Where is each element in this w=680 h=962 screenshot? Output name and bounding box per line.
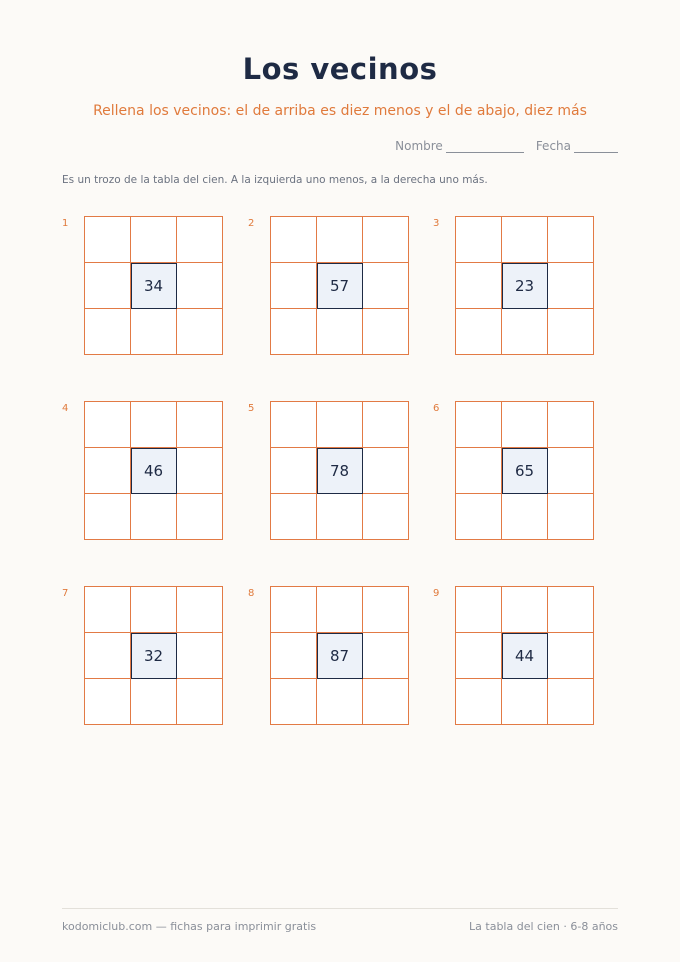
puzzle-number: 8	[248, 588, 255, 599]
center-number-cell: 87	[317, 633, 363, 679]
puzzle-6	[433, 401, 593, 541]
neighbor-grid	[270, 216, 409, 355]
puzzle-9	[433, 586, 593, 726]
answer-cell-right[interactable]	[548, 263, 594, 309]
puzzle-5	[248, 401, 408, 541]
answer-cell-right[interactable]	[548, 448, 594, 494]
puzzle-3	[433, 216, 593, 356]
answer-cell-bottom-right[interactable]	[177, 494, 223, 540]
answer-cell-top[interactable]	[317, 217, 363, 263]
answer-cell-left[interactable]	[85, 448, 131, 494]
center-number-cell: 65	[502, 448, 548, 494]
answer-cell-right[interactable]	[363, 263, 409, 309]
answer-cell-top-left[interactable]	[271, 217, 317, 263]
neighbor-grid	[84, 586, 223, 725]
answer-cell-bottom-right[interactable]	[548, 494, 594, 540]
neighbor-grid	[455, 216, 594, 355]
answer-cell-bottom-left[interactable]	[85, 679, 131, 725]
puzzle-4	[62, 401, 222, 541]
puzzle-number: 2	[248, 218, 255, 229]
answer-cell-bottom-left[interactable]	[456, 494, 502, 540]
answer-cell-top[interactable]	[317, 402, 363, 448]
neighbor-grid	[270, 401, 409, 540]
answer-cell-bottom[interactable]	[131, 309, 177, 355]
answer-cell-top-right[interactable]	[548, 587, 594, 633]
answer-cell-top-left[interactable]	[85, 217, 131, 263]
center-number-cell: 32	[131, 633, 177, 679]
answer-cell-top-right[interactable]	[548, 402, 594, 448]
puzzle-2	[248, 216, 408, 356]
answer-cell-bottom[interactable]	[131, 679, 177, 725]
puzzle-number: 4	[62, 403, 69, 414]
answer-cell-bottom[interactable]	[502, 309, 548, 355]
answer-cell-top-right[interactable]	[363, 217, 409, 263]
answer-cell-top[interactable]	[502, 587, 548, 633]
puzzle-number: 3	[433, 218, 440, 229]
answer-cell-bottom-right[interactable]	[548, 679, 594, 725]
answer-cell-left[interactable]	[271, 263, 317, 309]
answer-cell-left[interactable]	[85, 263, 131, 309]
answer-cell-top[interactable]	[131, 217, 177, 263]
answer-cell-bottom-left[interactable]	[456, 309, 502, 355]
answer-cell-right[interactable]	[548, 633, 594, 679]
page-title: Los vecinos	[242, 52, 438, 86]
neighbor-grid	[84, 401, 223, 540]
puzzle-7	[62, 586, 222, 726]
center-number-cell: 78	[317, 448, 363, 494]
answer-cell-bottom[interactable]	[502, 494, 548, 540]
instruction-text: Es un trozo de la tabla del cien. A la izquierda uno menos, a la derecha uno más.	[62, 174, 488, 186]
answer-cell-right[interactable]	[363, 633, 409, 679]
answer-cell-top-left[interactable]	[271, 402, 317, 448]
answer-cell-bottom[interactable]	[317, 309, 363, 355]
answer-cell-right[interactable]	[177, 633, 223, 679]
answer-cell-bottom-left[interactable]	[271, 309, 317, 355]
answer-cell-left[interactable]	[456, 263, 502, 309]
answer-cell-left[interactable]	[456, 448, 502, 494]
answer-cell-top[interactable]	[131, 402, 177, 448]
neighbor-grid	[84, 216, 223, 355]
answer-cell-bottom[interactable]	[502, 679, 548, 725]
answer-cell-top-right[interactable]	[363, 587, 409, 633]
date-label: Fecha	[535, 139, 571, 153]
answer-cell-bottom-left[interactable]	[85, 494, 131, 540]
answer-cell-top-left[interactable]	[456, 217, 502, 263]
center-number-cell: 34	[131, 263, 177, 309]
answer-cell-top-left[interactable]	[85, 402, 131, 448]
name-blank-line[interactable]	[446, 152, 524, 153]
footer-topic-text: La tabla del cien · 6-8 años	[469, 920, 618, 933]
answer-cell-bottom-left[interactable]	[456, 679, 502, 725]
answer-cell-left[interactable]	[271, 633, 317, 679]
answer-cell-top-left[interactable]	[456, 587, 502, 633]
puzzle-number: 1	[62, 218, 69, 229]
name-date-fields	[395, 139, 618, 153]
neighbor-grid	[270, 586, 409, 725]
center-number-cell: 46	[131, 448, 177, 494]
footer-divider	[62, 908, 618, 909]
name-label: Nombre	[395, 139, 443, 153]
answer-cell-top-right[interactable]	[177, 217, 223, 263]
answer-cell-bottom-right[interactable]	[177, 309, 223, 355]
puzzle-number: 9	[433, 588, 440, 599]
answer-cell-top-left[interactable]	[85, 587, 131, 633]
puzzle-1	[62, 216, 222, 356]
answer-cell-bottom-right[interactable]	[363, 679, 409, 725]
answer-cell-top-left[interactable]	[271, 587, 317, 633]
answer-cell-top-left[interactable]	[456, 402, 502, 448]
answer-cell-bottom-right[interactable]	[363, 309, 409, 355]
date-blank-line[interactable]	[574, 152, 618, 153]
center-number-cell: 44	[502, 633, 548, 679]
answer-cell-top[interactable]	[502, 402, 548, 448]
answer-cell-top-right[interactable]	[548, 217, 594, 263]
answer-cell-top-right[interactable]	[177, 402, 223, 448]
answer-cell-bottom-left[interactable]	[271, 679, 317, 725]
answer-cell-top[interactable]	[131, 587, 177, 633]
answer-cell-right[interactable]	[177, 448, 223, 494]
center-number-cell: 57	[317, 263, 363, 309]
answer-cell-bottom-right[interactable]	[548, 309, 594, 355]
answer-cell-top-right[interactable]	[363, 402, 409, 448]
answer-cell-left[interactable]	[271, 448, 317, 494]
answer-cell-right[interactable]	[363, 448, 409, 494]
answer-cell-bottom[interactable]	[317, 679, 363, 725]
answer-cell-top-right[interactable]	[177, 587, 223, 633]
neighbor-grid	[455, 401, 594, 540]
answer-cell-bottom-left[interactable]	[271, 494, 317, 540]
footer-site-text: kodomiclub.com — fichas para imprimir gratis	[62, 920, 317, 933]
answer-cell-bottom-right[interactable]	[177, 679, 223, 725]
answer-cell-left[interactable]	[456, 633, 502, 679]
answer-cell-bottom-left[interactable]	[85, 309, 131, 355]
answer-cell-left[interactable]	[85, 633, 131, 679]
page-subtitle: Rellena los vecinos: el de arriba es diez menos y el de abajo, diez más	[93, 103, 587, 119]
answer-cell-bottom[interactable]	[131, 494, 177, 540]
answer-cell-right[interactable]	[177, 263, 223, 309]
center-number-cell: 23	[502, 263, 548, 309]
puzzle-number: 5	[248, 403, 255, 414]
puzzle-8	[248, 586, 408, 726]
neighbor-grid	[455, 586, 594, 725]
answer-cell-bottom-right[interactable]	[363, 494, 409, 540]
answer-cell-top[interactable]	[317, 587, 363, 633]
answer-cell-bottom[interactable]	[317, 494, 363, 540]
puzzle-number: 6	[433, 403, 440, 414]
answer-cell-top[interactable]	[502, 217, 548, 263]
puzzle-number: 7	[62, 588, 69, 599]
